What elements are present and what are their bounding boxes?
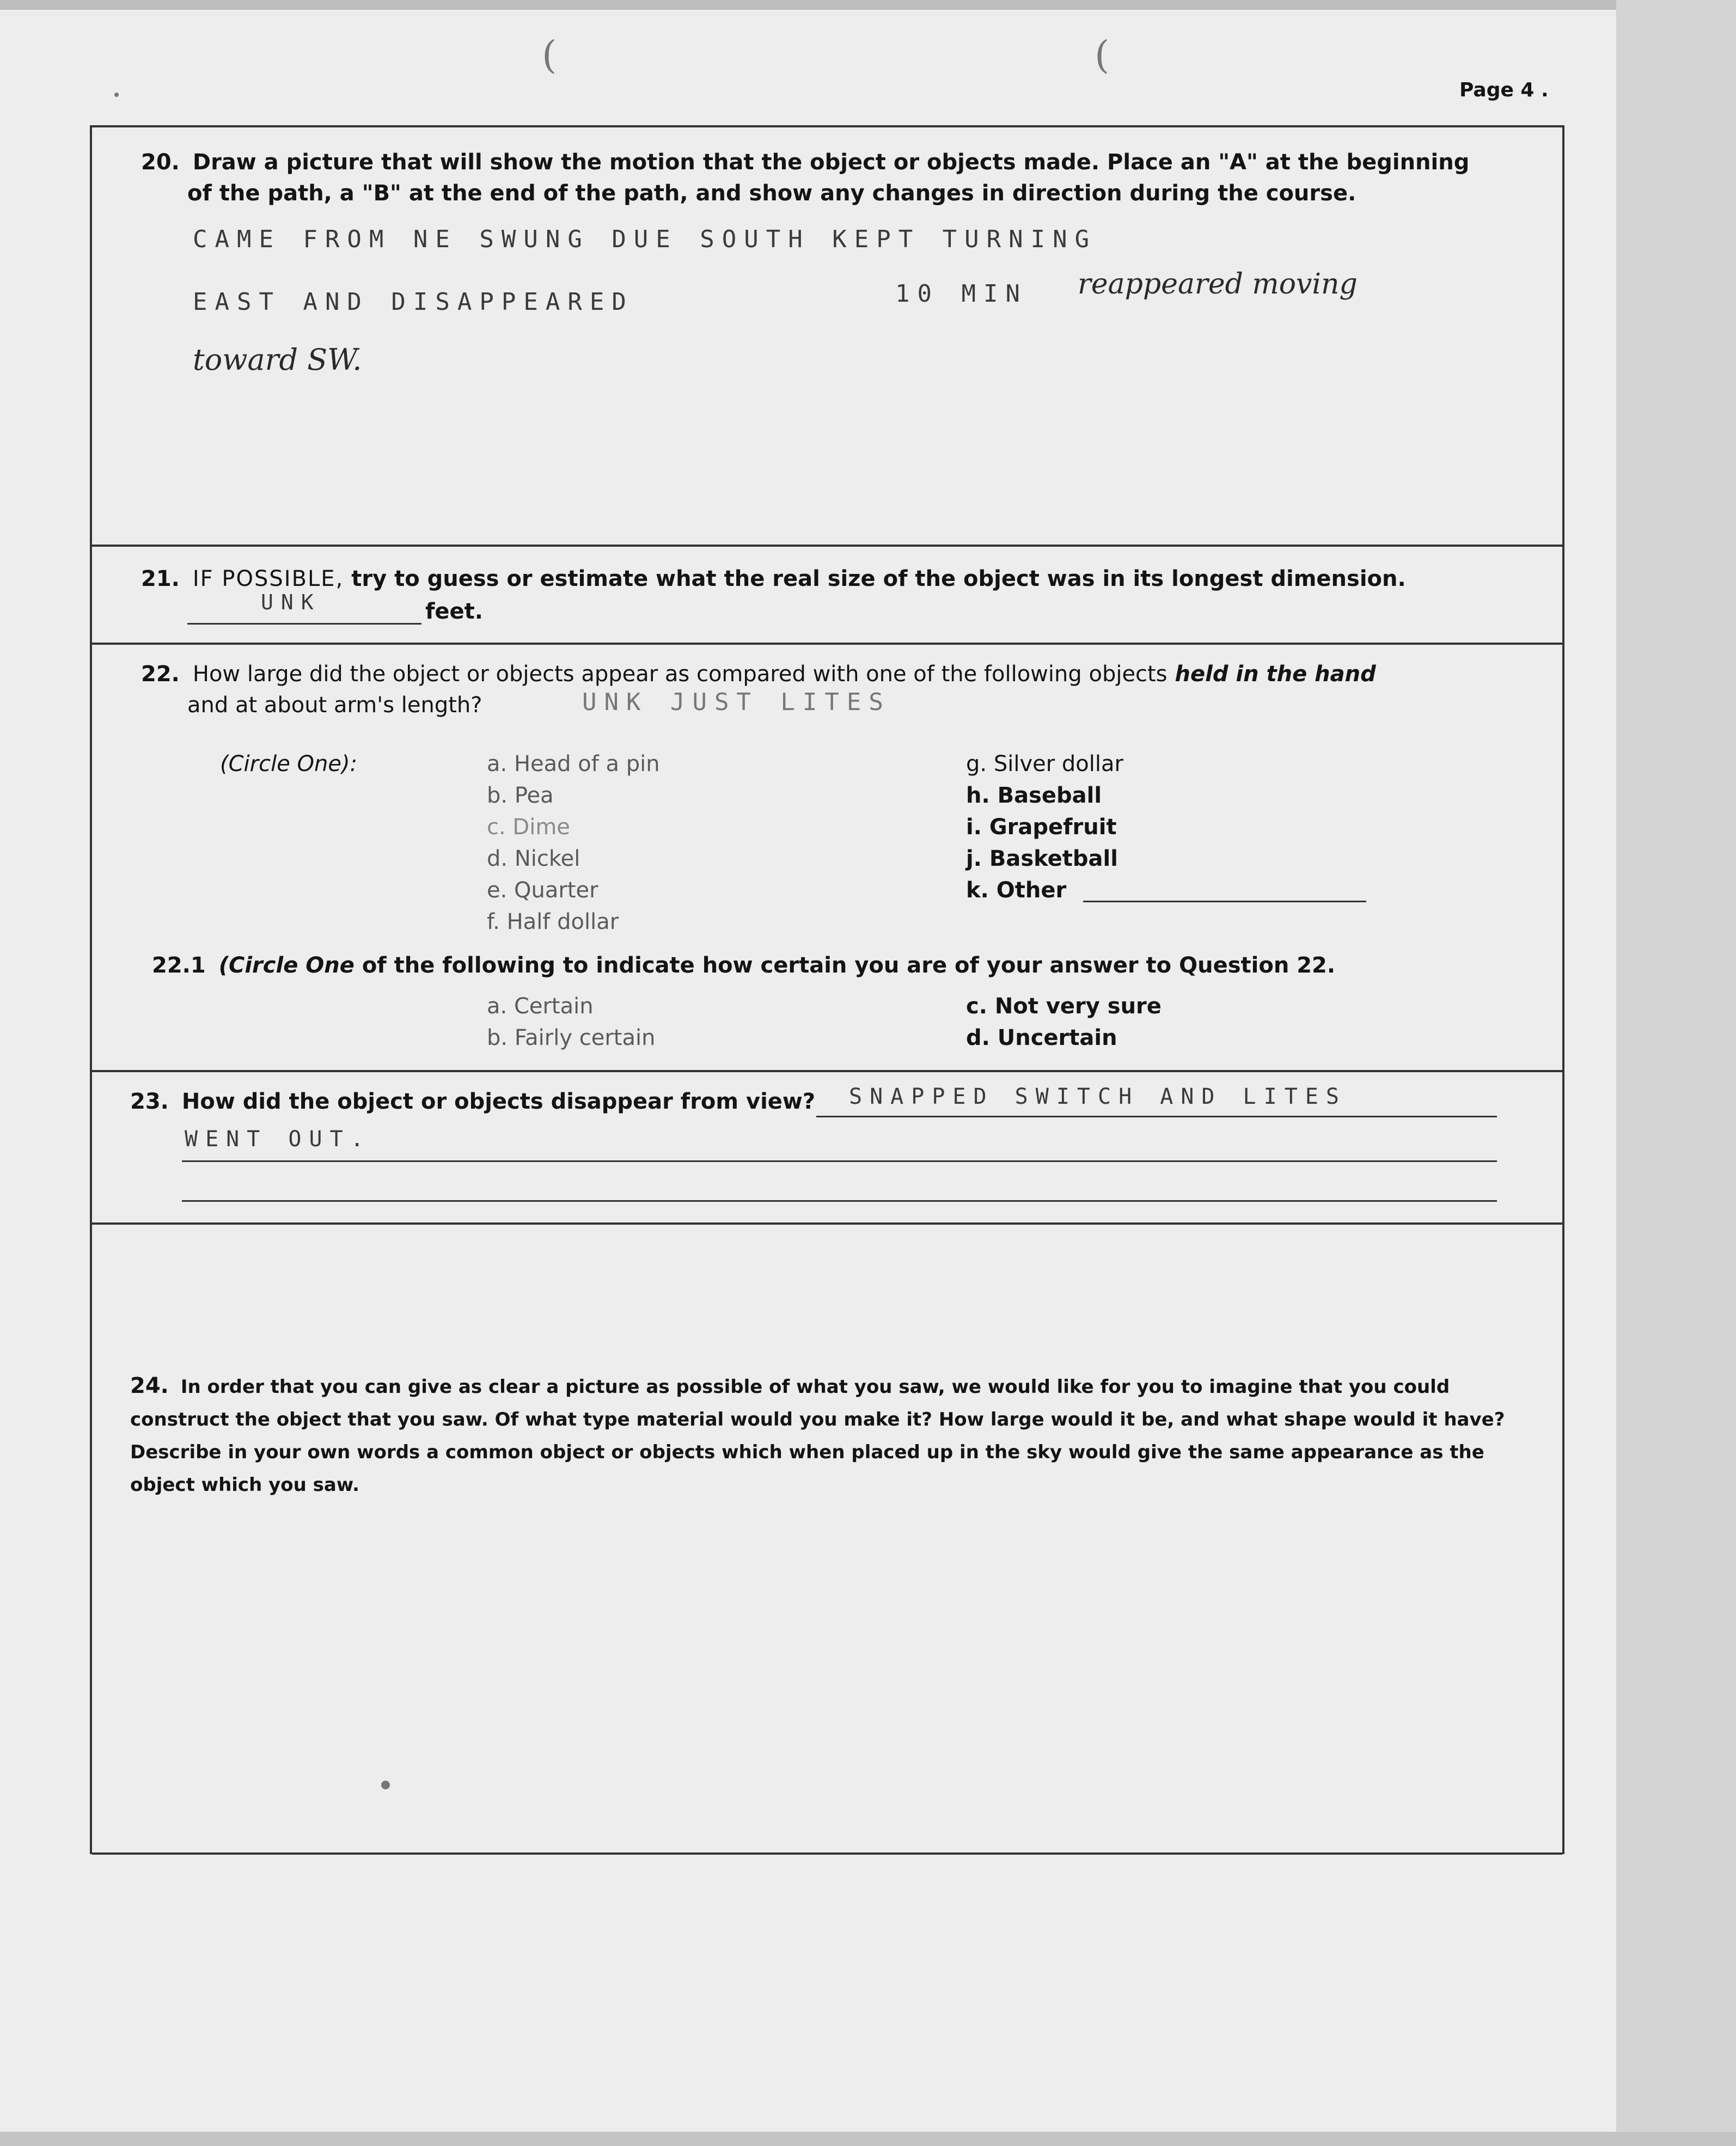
option-nickel[interactable]: d. Nickel (487, 846, 580, 871)
circle-one-label: (Circle One): (220, 751, 358, 777)
question-20-line-2: of the path, a "B" at the end of the path, and show any changes in direction during the course. (187, 181, 1356, 206)
answer-20-cursive-1: reappeared moving (1078, 268, 1358, 301)
option-half-dollar[interactable]: f. Half dollar (487, 909, 619, 934)
option-certain[interactable]: a. Certain (487, 994, 594, 1019)
option-silver-dollar[interactable]: g. Silver dollar (966, 751, 1123, 777)
option-dime[interactable]: c. Dime (487, 815, 570, 840)
film-border-bottom (0, 2132, 1736, 2146)
punch-mark-left: ( (542, 33, 557, 77)
question-number: 20. (141, 150, 180, 175)
option-head-of-a-pin[interactable]: a. Head of a pin (487, 751, 660, 777)
question-20-section (92, 125, 1562, 377)
page-number: Page 4 . (1459, 79, 1549, 101)
answer-20-minutes: 10 MIN (895, 280, 1028, 308)
question-22-1-line: 22.1 (Circle One of the following to indicate how certain you are of your answer to Question 22. (152, 953, 1336, 978)
option-fairly-certain[interactable]: b. Fairly certain (487, 1025, 656, 1050)
question-24-text: 24. In order that you can give as clear a picture as possible of what you saw, we would like for you to imagine that you could construct the object that you saw. Of what type material would you make it? How large would it be, and what shape would it have? Describe in your own words a common object or objects which when placed up in the sky would give the same appearance as the object which you saw. (130, 1373, 1505, 1496)
film-border-right (1616, 0, 1736, 2146)
question-22-section (92, 643, 1562, 1050)
option-quarter[interactable]: e. Quarter (487, 878, 598, 903)
film-border-top (0, 0, 1736, 10)
answer-21-underline (187, 623, 421, 625)
option-basketball[interactable]: j. Basketball (966, 846, 1118, 871)
form-bottom-rule (92, 1852, 1562, 1855)
punch-mark-right: ( (1095, 33, 1110, 77)
answer-21-unit: feet. (425, 599, 483, 624)
option-grapefruit[interactable]: i. Grapefruit (966, 815, 1117, 840)
option-other[interactable]: k. Other (966, 878, 1067, 903)
question-22-line-1: 22. How large did the object or objects appear as compared with one of the following objects held in the hand (141, 662, 1376, 687)
question-22-line-2: and at about arm's length? (187, 693, 482, 718)
question-23-section (92, 1070, 1562, 1152)
answer-23-line-1: SNAPPED SWITCH AND LITES (849, 1084, 1347, 1109)
answer-20-cursive-2: toward SW. (193, 343, 362, 377)
answer-20-line-1: CAME FROM NE SWUNG DUE SOUTH KEPT TURNING (193, 225, 1097, 253)
answer-23-line-2: WENT OUT. (185, 1127, 371, 1152)
option-not-very-sure[interactable]: c. Not very sure (966, 994, 1162, 1019)
answer-21-value: UNK (261, 590, 321, 614)
answer-23-underline-1 (816, 1116, 1497, 1117)
questionnaire-form (90, 125, 1564, 1854)
question-24-section (92, 1222, 1562, 1225)
question-23-line-1: 23. How did the object or objects disappear from view? (130, 1089, 816, 1114)
option-uncertain[interactable]: d. Uncertain (966, 1025, 1117, 1050)
answer-20-line-2: EAST AND DISAPPEARED (193, 288, 634, 316)
answer-22-value: UNK JUST LITES (582, 688, 891, 716)
question-21-section (92, 545, 1562, 624)
question-21-line-1: 21. IF POSSIBLE, try to guess or estimate what the real size of the object was in its longest dimension. (141, 566, 1406, 591)
speck (114, 93, 119, 97)
option-other-underline (1083, 901, 1366, 902)
question-20-line-1: 20. Draw a picture that will show the motion that the object or objects made. Place an "A" at the beginning (141, 150, 1470, 175)
option-baseball[interactable]: h. Baseball (966, 783, 1102, 808)
answer-23-underline-3 (182, 1200, 1497, 1202)
option-pea[interactable]: b. Pea (487, 783, 554, 808)
answer-23-underline-2 (182, 1160, 1497, 1162)
